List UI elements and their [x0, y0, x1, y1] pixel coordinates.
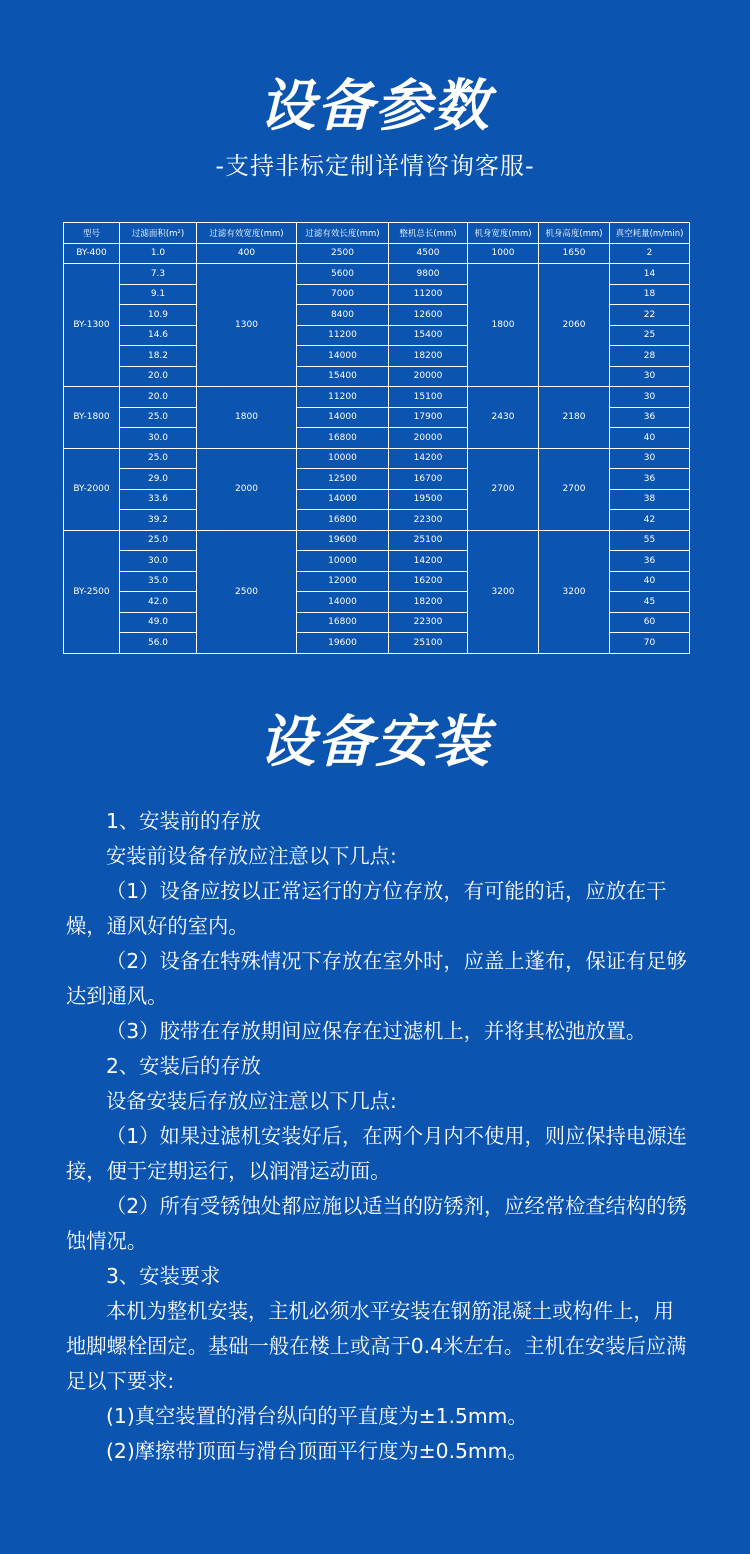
effective-length-cell: 19600: [297, 633, 389, 654]
effective-length-cell: 7000: [297, 284, 389, 305]
header-cell: 整机总长(mm): [389, 223, 468, 244]
table-header-row: [64, 223, 690, 244]
vacuum-consumption-cell: 30: [610, 387, 690, 408]
header-cell: 真空耗量(m/min): [610, 223, 690, 244]
model-cell: BY-2500: [64, 530, 120, 653]
total-length-cell: 22300: [389, 612, 468, 633]
install-text: [66, 804, 688, 1469]
area-cell: 30.0: [120, 551, 197, 572]
effective-length-cell: 14000: [297, 489, 389, 510]
effective-length-cell: 14000: [297, 407, 389, 428]
area-cell: 1.0: [120, 243, 197, 264]
body-width-cell: 2700: [468, 448, 539, 530]
model-cell: BY-1800: [64, 387, 120, 449]
area-cell: 25.0: [120, 448, 197, 469]
install-paragraph: 2、安装后的存放: [106, 1054, 261, 1078]
area-cell: 18.2: [120, 346, 197, 367]
table-row: [64, 448, 690, 469]
total-length-cell: 12600: [389, 305, 468, 326]
area-cell: 49.0: [120, 612, 197, 633]
total-length-cell: 25100: [389, 530, 468, 551]
install-paragraph: （1）设备应按以正常运行的方位存放，有可能的话，应放在干燥，通风好的室内。: [66, 879, 667, 938]
header-cell: 过滤有效长度(mm): [297, 223, 389, 244]
header-cell: 机身高度(mm): [539, 223, 610, 244]
effective-length-cell: 16800: [297, 612, 389, 633]
model-cell: BY-400: [64, 243, 120, 264]
effective-width-cell: 2500: [197, 530, 297, 653]
total-length-cell: 15400: [389, 325, 468, 346]
area-cell: 33.6: [120, 489, 197, 510]
area-cell: 30.0: [120, 428, 197, 449]
install-paragraph: 1、安装前的存放: [106, 809, 261, 833]
install-paragraph: （3）胶带在存放期间应保存在过滤机上，并将其松弛放置。: [106, 1019, 647, 1043]
area-cell: 35.0: [120, 571, 197, 592]
vacuum-consumption-cell: 45: [610, 592, 690, 613]
install-paragraph: 本机为整机安装，主机必须水平安装在钢筋混凝土或构件上，用地脚螺栓固定。基础一般在楼上或高于0.4米左右。主机在安装后应满足以下要求:: [66, 1299, 687, 1393]
effective-length-cell: 15400: [297, 366, 389, 387]
vacuum-consumption-cell: 28: [610, 346, 690, 367]
effective-width-cell: 1800: [197, 387, 297, 449]
install-title: 设备安装: [259, 709, 491, 775]
total-length-cell: 17900: [389, 407, 468, 428]
area-cell: 20.0: [120, 366, 197, 387]
total-length-cell: 19500: [389, 489, 468, 510]
model-cell: BY-2000: [64, 448, 120, 530]
header-cell: 过滤面积(m²): [120, 223, 197, 244]
area-cell: 25.0: [120, 530, 197, 551]
install-paragraph: 设备安装后存放应注意以下几点:: [106, 1089, 397, 1113]
total-length-cell: 18200: [389, 346, 468, 367]
effective-width-cell: 1300: [197, 264, 297, 387]
header-cell: 过滤有效宽度(mm): [197, 223, 297, 244]
vacuum-consumption-cell: 38: [610, 489, 690, 510]
vacuum-consumption-cell: 36: [610, 469, 690, 490]
total-length-cell: 15100: [389, 387, 468, 408]
total-length-cell: 16200: [389, 571, 468, 592]
total-length-cell: 14200: [389, 448, 468, 469]
effective-length-cell: 14000: [297, 592, 389, 613]
area-cell: 29.0: [120, 469, 197, 490]
params-table-body: [64, 243, 690, 653]
vacuum-consumption-cell: 36: [610, 551, 690, 572]
body-width-cell: 1000: [468, 243, 539, 264]
vacuum-consumption-cell: 36: [610, 407, 690, 428]
body-width-cell: 1800: [468, 264, 539, 387]
effective-length-cell: 19600: [297, 530, 389, 551]
vacuum-consumption-cell: 22: [610, 305, 690, 326]
total-length-cell: 11200: [389, 284, 468, 305]
table-row: [64, 243, 690, 264]
area-cell: 25.0: [120, 407, 197, 428]
effective-length-cell: 5600: [297, 264, 389, 285]
install-paragraph: (1)真空装置的滑台纵向的平直度为±1.5mm。: [106, 1404, 528, 1428]
total-length-cell: 16700: [389, 469, 468, 490]
total-length-cell: 20000: [389, 366, 468, 387]
total-length-cell: 14200: [389, 551, 468, 572]
effective-length-cell: 16800: [297, 510, 389, 531]
vacuum-consumption-cell: 40: [610, 428, 690, 449]
install-paragraph: （2）所有受锈蚀处都应施以适当的防锈剂，应经常检查结构的锈蚀情况。: [66, 1194, 687, 1253]
effective-length-cell: 2500: [297, 243, 389, 264]
total-length-cell: 4500: [389, 243, 468, 264]
area-cell: 39.2: [120, 510, 197, 531]
vacuum-consumption-cell: 2: [610, 243, 690, 264]
params-table: [63, 222, 690, 654]
model-cell: BY-1300: [64, 264, 120, 387]
effective-length-cell: 10000: [297, 448, 389, 469]
effective-length-cell: 11200: [297, 325, 389, 346]
total-length-cell: 20000: [389, 428, 468, 449]
total-length-cell: 25100: [389, 633, 468, 654]
header-cell: 型号: [64, 223, 120, 244]
install-paragraph: 安装前设备存放应注意以下几点:: [106, 844, 397, 868]
body-height-cell: 2060: [539, 264, 610, 387]
area-cell: 7.3: [120, 264, 197, 285]
area-cell: 56.0: [120, 633, 197, 654]
total-length-cell: 9800: [389, 264, 468, 285]
vacuum-consumption-cell: 60: [610, 612, 690, 633]
vacuum-consumption-cell: 42: [610, 510, 690, 531]
install-paragraph: （2）设备在特殊情况下存放在室外时，应盖上蓬布，保证有足够达到通风。: [66, 949, 687, 1008]
vacuum-consumption-cell: 30: [610, 366, 690, 387]
install-paragraph: (2)摩擦带顶面与滑台顶面平行度为±0.5mm。: [106, 1439, 528, 1463]
effective-width-cell: 2000: [197, 448, 297, 530]
install-paragraph: 3、安装要求: [106, 1264, 221, 1288]
header-cell: 机身宽度(mm): [468, 223, 539, 244]
area-cell: 9.1: [120, 284, 197, 305]
effective-length-cell: 12500: [297, 469, 389, 490]
table-row: [64, 387, 690, 408]
vacuum-consumption-cell: 70: [610, 633, 690, 654]
effective-length-cell: 14000: [297, 346, 389, 367]
vacuum-consumption-cell: 14: [610, 264, 690, 285]
table-row: [64, 530, 690, 551]
area-cell: 20.0: [120, 387, 197, 408]
area-cell: 14.6: [120, 325, 197, 346]
effective-length-cell: 8400: [297, 305, 389, 326]
vacuum-consumption-cell: 25: [610, 325, 690, 346]
table-row: [64, 264, 690, 285]
vacuum-consumption-cell: 55: [610, 530, 690, 551]
area-cell: 10.9: [120, 305, 197, 326]
area-cell: 42.0: [120, 592, 197, 613]
total-length-cell: 22300: [389, 510, 468, 531]
body-width-cell: 3200: [468, 530, 539, 653]
body-width-cell: 2430: [468, 387, 539, 449]
vacuum-consumption-cell: 40: [610, 571, 690, 592]
body-height-cell: 2700: [539, 448, 610, 530]
vacuum-consumption-cell: 30: [610, 448, 690, 469]
effective-width-cell: 400: [197, 243, 297, 264]
effective-length-cell: 16800: [297, 428, 389, 449]
total-length-cell: 18200: [389, 592, 468, 613]
params-title: 设备参数: [259, 73, 491, 139]
body-height-cell: 3200: [539, 530, 610, 653]
vacuum-consumption-cell: 18: [610, 284, 690, 305]
effective-length-cell: 10000: [297, 551, 389, 572]
subtitle: -支持非标定制详情咨询客服-: [215, 152, 535, 180]
install-paragraph: （1）如果过滤机安装好后，在两个月内不使用，则应保持电源连接，便于定期运行，以润滑运动面。: [66, 1124, 687, 1183]
body-height-cell: 1650: [539, 243, 610, 264]
effective-length-cell: 11200: [297, 387, 389, 408]
effective-length-cell: 12000: [297, 571, 389, 592]
body-height-cell: 2180: [539, 387, 610, 449]
